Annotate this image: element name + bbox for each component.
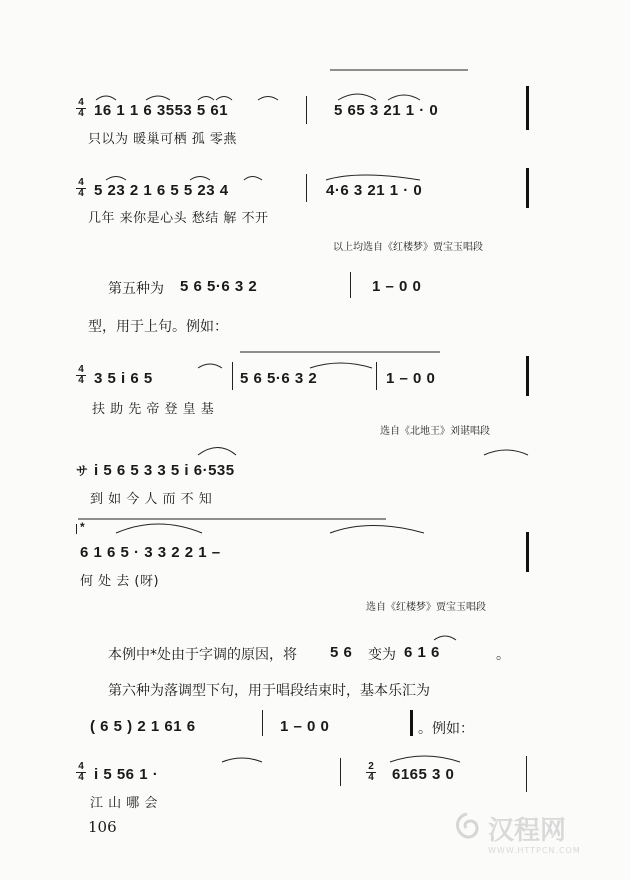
para1-notes: 5 6 5·6 3 2 <box>180 278 258 295</box>
time-signature: 4 4 <box>76 98 86 119</box>
notation-row6: i 5 56 1 · <box>94 766 159 783</box>
para3: 第六种为落调型下句，用于唱段结束时，基本乐汇为 <box>108 683 430 699</box>
notation-row1: 16 1 1 6 3553 5 61 <box>94 102 229 119</box>
barline-end <box>526 168 529 208</box>
watermark-logo <box>450 810 484 848</box>
barline <box>306 96 307 124</box>
source-citation: 选自《红楼梦》贾宝玉唱段 <box>366 602 486 613</box>
time-signature: 4 4 <box>76 762 86 783</box>
lyrics-row4: 到 如 今 人 而 不 知 <box>90 492 213 507</box>
notation-row2b: 4·6 3 21 1 · 0 <box>326 182 423 199</box>
para4-end: 1 – 0 0 <box>280 718 330 735</box>
para2-prefix: 本例中*处由于字调的原因，将 <box>108 647 297 663</box>
page-number: 106 <box>88 818 117 836</box>
notation-row3c: 1 – 0 0 <box>386 370 436 387</box>
barline <box>340 758 341 786</box>
barline <box>376 362 377 390</box>
lyrics-row1: 只以为 暖巢可栖 孤 零燕 <box>88 132 237 147</box>
time-signature: 4 4 <box>76 178 86 199</box>
star-mark: * <box>80 520 86 534</box>
barline-end <box>526 532 529 572</box>
para2-n1: 5 6 <box>330 644 353 661</box>
para2-n2: 6 1 6 <box>404 644 440 661</box>
notation-row1b: 5 65 3 21 1 · 0 <box>334 102 439 119</box>
para2-end: 。 <box>496 647 510 663</box>
para1-end: 1 – 0 0 <box>372 278 422 295</box>
time-signature-2-4: 2 4 <box>366 762 376 783</box>
notation-row2: 5 23 2 1 6 5 5 23 4 <box>94 182 229 199</box>
watermark-text: 汉程网 <box>488 816 567 846</box>
barline <box>526 756 527 792</box>
free-rhythm-mark: サ <box>76 464 89 478</box>
notation-row4: i 5 6 5 3 3 5 i 6·535 <box>94 462 235 479</box>
barline <box>306 174 307 202</box>
lyrics-row5: 何 处 去 (呀) <box>80 574 160 589</box>
barline <box>76 524 77 534</box>
barline-end <box>526 86 529 130</box>
para2-mid: 变为 <box>368 647 396 663</box>
barline <box>350 272 351 298</box>
lyrics-row2: 几年 来你是心头 愁结 解 不开 <box>88 211 269 226</box>
swirl-icon <box>450 810 484 844</box>
notation-row3b: 5 6 5·6 3 2 <box>240 370 318 387</box>
notation-row6b: 6165 3 0 <box>392 766 455 783</box>
para1-prefix: 第五种为 <box>108 281 164 297</box>
notation-row5: 6 1 6 5 · 3 3 2 2 1 – <box>80 544 221 561</box>
barline-end <box>410 710 413 736</box>
para4-tail: 。例如： <box>418 721 474 737</box>
para4-notes: ( 6 5 ) 2 1 61 6 <box>90 718 196 735</box>
source-citation: 选自《北地王》刘谌唱段 <box>380 426 490 437</box>
para1-continuation: 型，用于上句。例如： <box>88 319 228 335</box>
watermark-url: WWW.HTTPCN.COM <box>488 846 581 855</box>
notation-row3: 3 5 i 6 5 <box>94 370 153 387</box>
barline <box>262 710 263 736</box>
time-signature: 4 4 <box>76 365 86 386</box>
source-citation: 以上均选自《红楼梦》贾宝玉唱段 <box>333 242 483 253</box>
lyrics-row6: 江 山 哪 会 <box>90 796 158 811</box>
lyrics-row3: 扶 助 先 帝 登 皇 基 <box>92 402 215 417</box>
barline-end <box>526 356 529 396</box>
barline <box>232 362 233 390</box>
